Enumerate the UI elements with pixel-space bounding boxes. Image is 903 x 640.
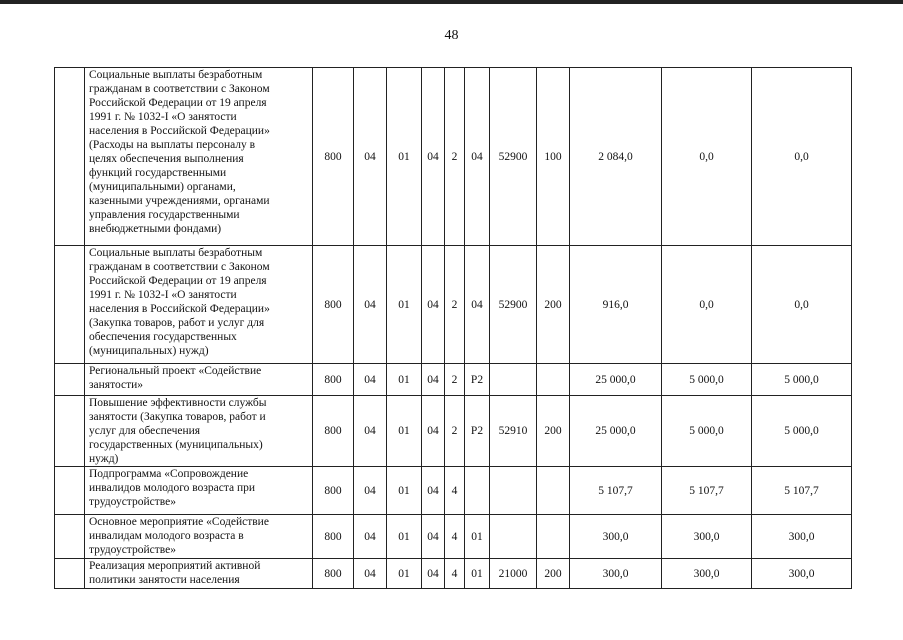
amount-year3-cell: 5 000,0 bbox=[752, 396, 852, 467]
row-name-cell: Реализация мероприятий активной политики занятости населения bbox=[85, 559, 313, 589]
row-name-cell: Региональный проект «Содействие занятости» bbox=[85, 364, 313, 396]
table-row bbox=[55, 515, 852, 559]
row-name-cell: Подпрограмма «Сопровождение инвалидов молодого возраста при трудоустройстве» bbox=[85, 467, 313, 515]
amount-year3-cell: 0,0 bbox=[752, 246, 852, 364]
row-blank-cell bbox=[55, 467, 85, 515]
amount-year1-cell: 300,0 bbox=[570, 515, 662, 559]
code-subsection-cell: 01 bbox=[387, 364, 422, 396]
amount-year2-cell: 0,0 bbox=[662, 68, 752, 246]
code-expense-type-cell bbox=[537, 364, 570, 396]
code-subprogram-cell: 2 bbox=[445, 246, 465, 364]
amount-year2-cell: 300,0 bbox=[662, 515, 752, 559]
table-row bbox=[55, 246, 852, 364]
bottom-edge bbox=[0, 633, 903, 640]
code-admin-cell: 800 bbox=[313, 246, 354, 364]
code-admin-cell: 800 bbox=[313, 559, 354, 589]
code-section-cell: 04 bbox=[354, 246, 387, 364]
code-expense-type-cell: 100 bbox=[537, 68, 570, 246]
code-program-cell: 04 bbox=[422, 467, 445, 515]
code-measure-cell: 01 bbox=[465, 515, 490, 559]
code-measure-cell bbox=[465, 467, 490, 515]
code-admin-cell: 800 bbox=[313, 515, 354, 559]
code-subsection-cell: 01 bbox=[387, 559, 422, 589]
code-subsection-cell: 01 bbox=[387, 515, 422, 559]
code-measure-cell: 04 bbox=[465, 246, 490, 364]
code-expense-type-cell bbox=[537, 515, 570, 559]
table-row bbox=[55, 364, 852, 396]
code-subprogram-cell: 2 bbox=[445, 396, 465, 467]
row-name-cell: Социальные выплаты безработным гражданам в соответствии с Законом Российской Федерации от 19 апреля 1991 г. № 1032-I «О занятости населения в Российской Федерации» (Расходы на выплаты персоналу в целях обеспечения выполнения функций государственными (муниципальными) органами, казенными учреждениями, органами управления государственными внебюджетными фондами) bbox=[85, 68, 313, 246]
table-body bbox=[55, 68, 852, 589]
amount-year3-cell: 5 000,0 bbox=[752, 364, 852, 396]
code-direction-cell: 52900 bbox=[490, 68, 537, 246]
code-expense-type-cell: 200 bbox=[537, 246, 570, 364]
amount-year1-cell: 25 000,0 bbox=[570, 396, 662, 467]
code-measure-cell: 01 bbox=[465, 559, 490, 589]
amount-year3-cell: 300,0 bbox=[752, 559, 852, 589]
row-name-cell: Повышение эффективности службы занятости (Закупка товаров, работ и услуг для обеспечения государственных (муниципальных) нужд) bbox=[85, 396, 313, 467]
row-name-cell: Социальные выплаты безработным гражданам в соответствии с Законом Российской Федерации от 19 апреля 1991 г. № 1032-I «О занятости населения в Российской Федерации» (Закупка товаров, работ и услуг для обеспечения государственных (муниципальных) нужд) bbox=[85, 246, 313, 364]
code-direction-cell bbox=[490, 515, 537, 559]
amount-year1-cell: 916,0 bbox=[570, 246, 662, 364]
code-program-cell: 04 bbox=[422, 246, 445, 364]
code-subsection-cell: 01 bbox=[387, 68, 422, 246]
code-section-cell: 04 bbox=[354, 68, 387, 246]
code-direction-cell: 52900 bbox=[490, 246, 537, 364]
code-section-cell: 04 bbox=[354, 364, 387, 396]
code-section-cell: 04 bbox=[354, 396, 387, 467]
code-subprogram-cell: 4 bbox=[445, 515, 465, 559]
amount-year1-cell: 25 000,0 bbox=[570, 364, 662, 396]
code-admin-cell: 800 bbox=[313, 467, 354, 515]
row-blank-cell bbox=[55, 559, 85, 589]
code-measure-cell: P2 bbox=[465, 364, 490, 396]
code-expense-type-cell bbox=[537, 467, 570, 515]
amount-year1-cell: 2 084,0 bbox=[570, 68, 662, 246]
code-direction-cell: 52910 bbox=[490, 396, 537, 467]
table-row bbox=[55, 396, 852, 467]
amount-year1-cell: 5 107,7 bbox=[570, 467, 662, 515]
code-program-cell: 04 bbox=[422, 515, 445, 559]
row-blank-cell bbox=[55, 515, 85, 559]
amount-year3-cell: 300,0 bbox=[752, 515, 852, 559]
code-program-cell: 04 bbox=[422, 396, 445, 467]
code-subsection-cell: 01 bbox=[387, 467, 422, 515]
table-row bbox=[55, 68, 852, 246]
row-blank-cell bbox=[55, 396, 85, 467]
table-row bbox=[55, 467, 852, 515]
code-admin-cell: 800 bbox=[313, 396, 354, 467]
code-direction-cell bbox=[490, 467, 537, 515]
code-section-cell: 04 bbox=[354, 467, 387, 515]
top-rule bbox=[0, 0, 903, 4]
code-subprogram-cell: 4 bbox=[445, 467, 465, 515]
budget-table bbox=[54, 67, 852, 589]
code-direction-cell bbox=[490, 364, 537, 396]
code-subprogram-cell: 2 bbox=[445, 68, 465, 246]
code-program-cell: 04 bbox=[422, 68, 445, 246]
code-admin-cell: 800 bbox=[313, 68, 354, 246]
code-subprogram-cell: 2 bbox=[445, 364, 465, 396]
amount-year3-cell: 0,0 bbox=[752, 68, 852, 246]
code-subprogram-cell: 4 bbox=[445, 559, 465, 589]
amount-year2-cell: 300,0 bbox=[662, 559, 752, 589]
row-name-cell: Основное мероприятие «Содействие инвалидам молодого возраста в трудоустройстве» bbox=[85, 515, 313, 559]
code-direction-cell: 21000 bbox=[490, 559, 537, 589]
code-section-cell: 04 bbox=[354, 559, 387, 589]
amount-year2-cell: 5 107,7 bbox=[662, 467, 752, 515]
amount-year2-cell: 5 000,0 bbox=[662, 364, 752, 396]
amount-year1-cell: 300,0 bbox=[570, 559, 662, 589]
code-admin-cell: 800 bbox=[313, 364, 354, 396]
code-measure-cell: 04 bbox=[465, 68, 490, 246]
table-row bbox=[55, 559, 852, 589]
row-blank-cell bbox=[55, 246, 85, 364]
amount-year3-cell: 5 107,7 bbox=[752, 467, 852, 515]
row-blank-cell bbox=[55, 364, 85, 396]
code-program-cell: 04 bbox=[422, 364, 445, 396]
code-subsection-cell: 01 bbox=[387, 396, 422, 467]
amount-year2-cell: 0,0 bbox=[662, 246, 752, 364]
amount-year2-cell: 5 000,0 bbox=[662, 396, 752, 467]
code-section-cell: 04 bbox=[354, 515, 387, 559]
row-blank-cell bbox=[55, 68, 85, 246]
page-number: 48 bbox=[444, 28, 459, 43]
code-measure-cell: P2 bbox=[465, 396, 490, 467]
code-expense-type-cell: 200 bbox=[537, 559, 570, 589]
code-program-cell: 04 bbox=[422, 559, 445, 589]
code-expense-type-cell: 200 bbox=[537, 396, 570, 467]
code-subsection-cell: 01 bbox=[387, 246, 422, 364]
